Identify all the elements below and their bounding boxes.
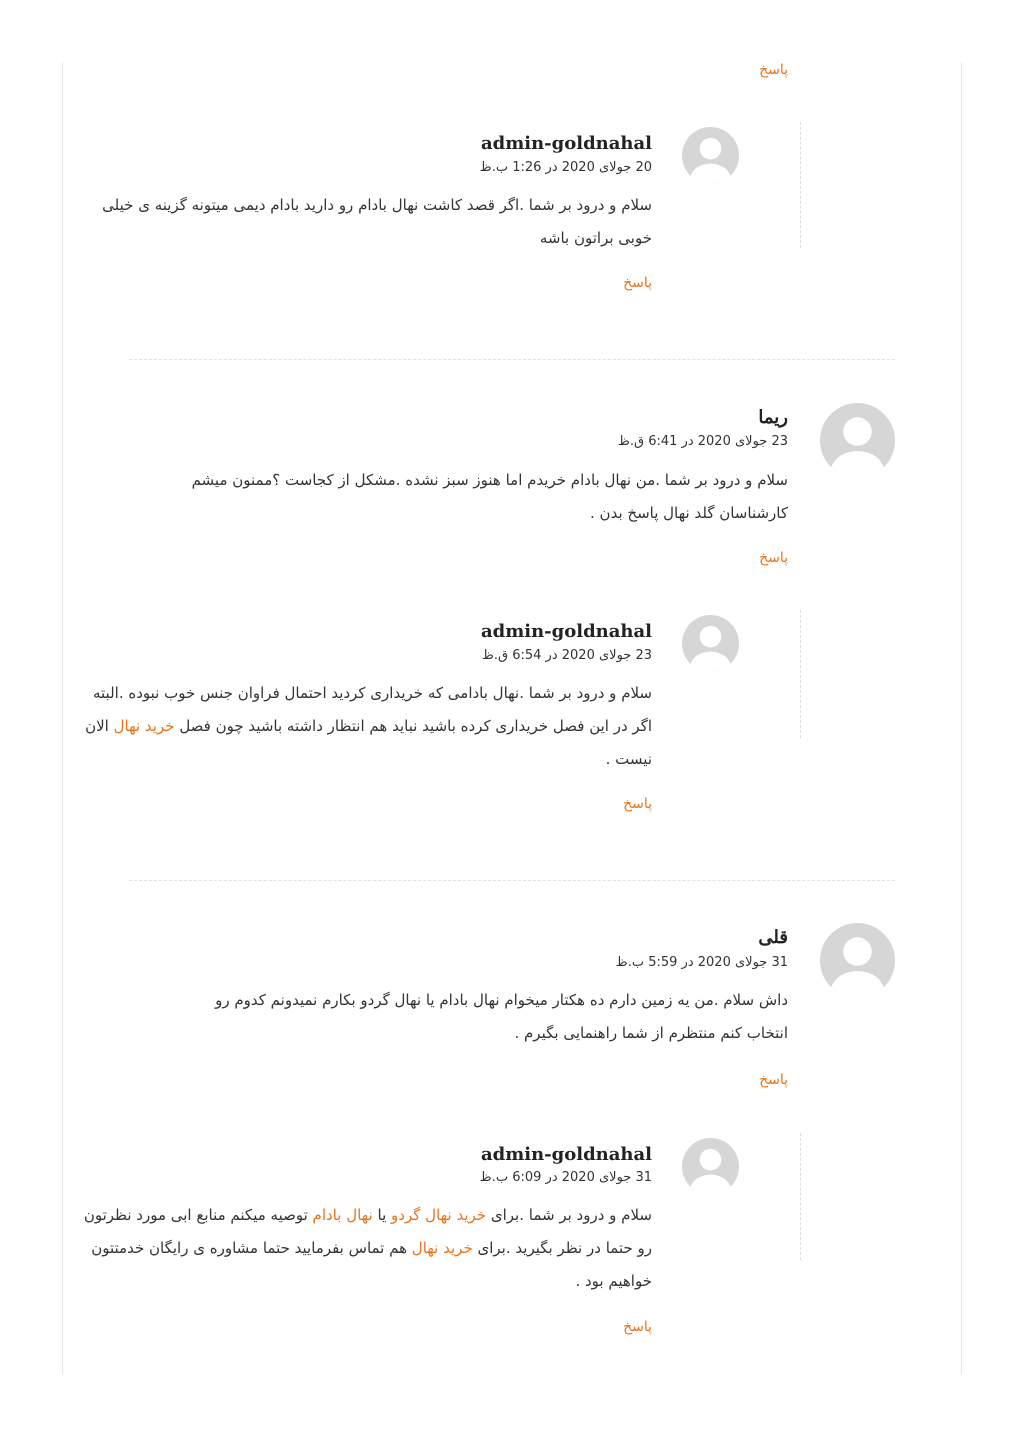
avatar xyxy=(682,615,739,672)
reply-thread-line xyxy=(800,122,801,248)
comment-line: سلام و درود بر شما .نهال بادامی که خریداری کردید احتمال فراوان جنس خوب نبوده .البته xyxy=(92,684,652,702)
almond-seedling-link[interactable]: نهال بادام xyxy=(312,1206,373,1224)
comment-line xyxy=(63,1199,652,1232)
avatar xyxy=(682,1138,739,1195)
comment-line: انتخاب کنم منتظرم از شما راهنمایی بگیرم . xyxy=(514,1024,788,1042)
comment-divider xyxy=(129,359,895,360)
comment-author: ریما xyxy=(758,407,788,428)
comment-body xyxy=(63,464,788,534)
reply-thread-line xyxy=(800,610,801,738)
text-segment: اگر در این فصل خریداری کرده باشید نباید هم انتظار داشته باشید چون فصل xyxy=(174,717,652,735)
comment-line: نیست . xyxy=(605,750,652,768)
comment-line xyxy=(63,1232,652,1265)
content-border-right xyxy=(961,62,962,1375)
comment-author: admin-goldnahal xyxy=(480,621,652,642)
text-segment: رو حتما در نظر بگیرید .برای xyxy=(472,1239,652,1257)
comment-line: سلام و درود بر شما .من نهال بادام خریدم اما هنوز سبز نشده .مشکل از کجاست ؟ممنون میشم xyxy=(191,471,788,489)
comment-author: admin-goldnahal xyxy=(480,1144,652,1165)
comment-date[interactable]: 23 جولای 2020 در 6:54 ق.ظ xyxy=(481,648,652,663)
comment-body xyxy=(63,189,652,259)
comment-line: خوبی براتون باشه xyxy=(539,229,652,247)
reply-link[interactable]: پاسخ xyxy=(759,550,788,566)
comment-line: کارشناسان گلد نهال پاسخ بدن . xyxy=(590,504,788,522)
comment-date[interactable]: 20 جولای 2020 در 1:26 ب.ظ xyxy=(479,160,652,175)
comment-date[interactable]: 31 جولای 2020 در 6:09 ب.ظ xyxy=(479,1170,652,1185)
comment-line: سلام و درود بر شما .اگر قصد کاشت نهال بادام رو دارید بادام دیمی میتونه گزینه ی خیلی xyxy=(102,196,652,214)
comment-line xyxy=(63,710,652,743)
comment-line: داش سلام .من یه زمین دارم ده هکتار میخوام نهال بادام یا نهال گردو بکارم نمیدونم کدوم رو xyxy=(215,991,788,1009)
buy-seedling-link[interactable]: خرید نهال xyxy=(113,717,175,735)
comment-author: قلی xyxy=(758,927,788,948)
text-segment: الان xyxy=(85,717,114,735)
comment-line: خواهیم بود . xyxy=(575,1272,652,1290)
comment-date[interactable]: 31 جولای 2020 در 5:59 ب.ظ xyxy=(615,955,788,970)
reply-link[interactable]: پاسخ xyxy=(623,275,652,291)
comment-body xyxy=(63,984,788,1054)
comment-author: admin-goldnahal xyxy=(480,133,652,154)
text-segment: سلام و درود بر شما .برای xyxy=(486,1206,652,1224)
reply-link[interactable]: پاسخ xyxy=(759,62,788,78)
comment-date[interactable]: 23 جولای 2020 در 6:41 ق.ظ xyxy=(617,434,788,449)
text-segment: هم تماس بفرمایید حتما مشاوره ی رایگان خدمتتون xyxy=(91,1239,412,1257)
comment-body xyxy=(63,1199,652,1299)
reply-thread-line xyxy=(800,1133,801,1260)
comment-divider xyxy=(129,880,895,881)
reply-link[interactable]: پاسخ xyxy=(623,1319,652,1335)
avatar xyxy=(682,127,739,184)
buy-seedling-link[interactable]: خرید نهال xyxy=(411,1239,473,1257)
text-segment: یا xyxy=(372,1206,392,1224)
avatar xyxy=(820,403,895,478)
avatar xyxy=(820,923,895,998)
buy-walnut-seedling-link[interactable]: خرید نهال گردو xyxy=(391,1206,487,1224)
comment-body xyxy=(63,677,652,777)
reply-link[interactable]: پاسخ xyxy=(623,796,652,812)
text-segment: توصیه میکنم منابع ابی مورد نظرتون xyxy=(83,1206,313,1224)
reply-link[interactable]: پاسخ xyxy=(759,1072,788,1088)
